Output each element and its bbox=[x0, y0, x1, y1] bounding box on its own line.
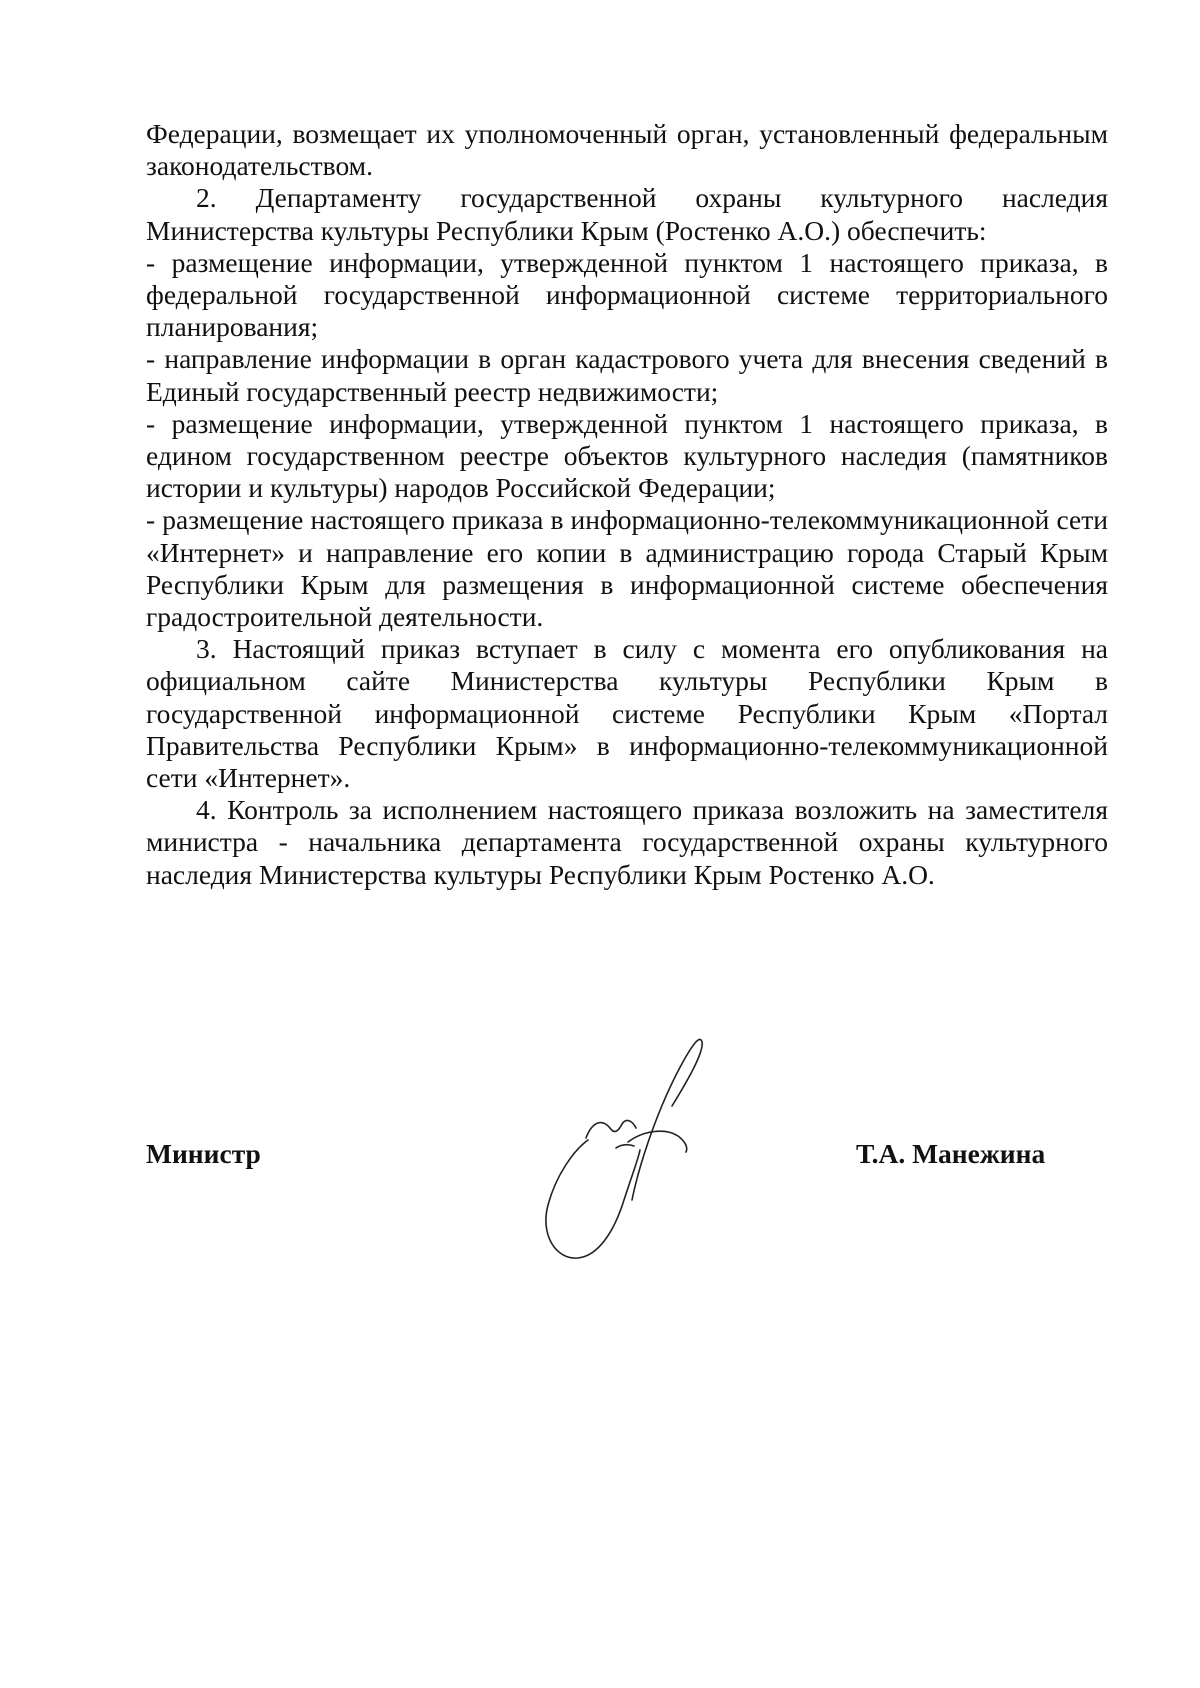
paragraph-4: - направление информации в орган кадастрового учета для внесения сведений в Единый государственный реестр недвижимости; bbox=[146, 343, 1108, 407]
signer-position: Министр bbox=[146, 1138, 261, 1169]
document-body bbox=[146, 118, 1108, 891]
handwritten-signature bbox=[516, 1010, 736, 1270]
paragraph-8: 4. Контроль за исполнением настоящего приказа возложить на заместителя министра - начальника департамента государственной охраны культурного наследия Министерства культуры Республики Крым Ростенко А.О. bbox=[146, 794, 1108, 890]
signer-name: Т.А. Манежина bbox=[856, 1138, 1046, 1169]
paragraph-2: 2. Департаменту государственной охраны культурного наследия Министерства культуры Республики Крым (Ростенко А.О.) обеспечить: bbox=[146, 182, 1108, 246]
paragraph-3: - размещение информации, утвержденной пунктом 1 настоящего приказа, в федеральной государственной информационной системе территориального планирования; bbox=[146, 246, 1108, 343]
signature-block bbox=[146, 1010, 1108, 1270]
paragraph-1: Федерации, возмещает их уполномоченный орган, установленный федеральным законодательством. bbox=[146, 118, 1108, 182]
paragraph-5: - размещение информации, утвержденной пунктом 1 настоящего приказа, в едином государственном реестре объектов культурного наследия (памятников истории и культуры) народов Российской Федерации; bbox=[146, 407, 1108, 504]
paragraph-7: 3. Настоящий приказ вступает в силу с момента его опубликования на официальном сайте Министерства культуры Республики Крым в государственной информационной системе Республики Крым «Портал Правительства Республики Крым» в информационно-телекоммуникационной сети «Интернет». bbox=[146, 633, 1108, 794]
paragraph-6: - размещение настоящего приказа в информационно-телекоммуникационной сети «Интернет» и направление его копии в администрацию города Старый Крым Республики Крым для размещения в информационной системе обеспечения градостроительной деятельности. bbox=[146, 504, 1108, 633]
